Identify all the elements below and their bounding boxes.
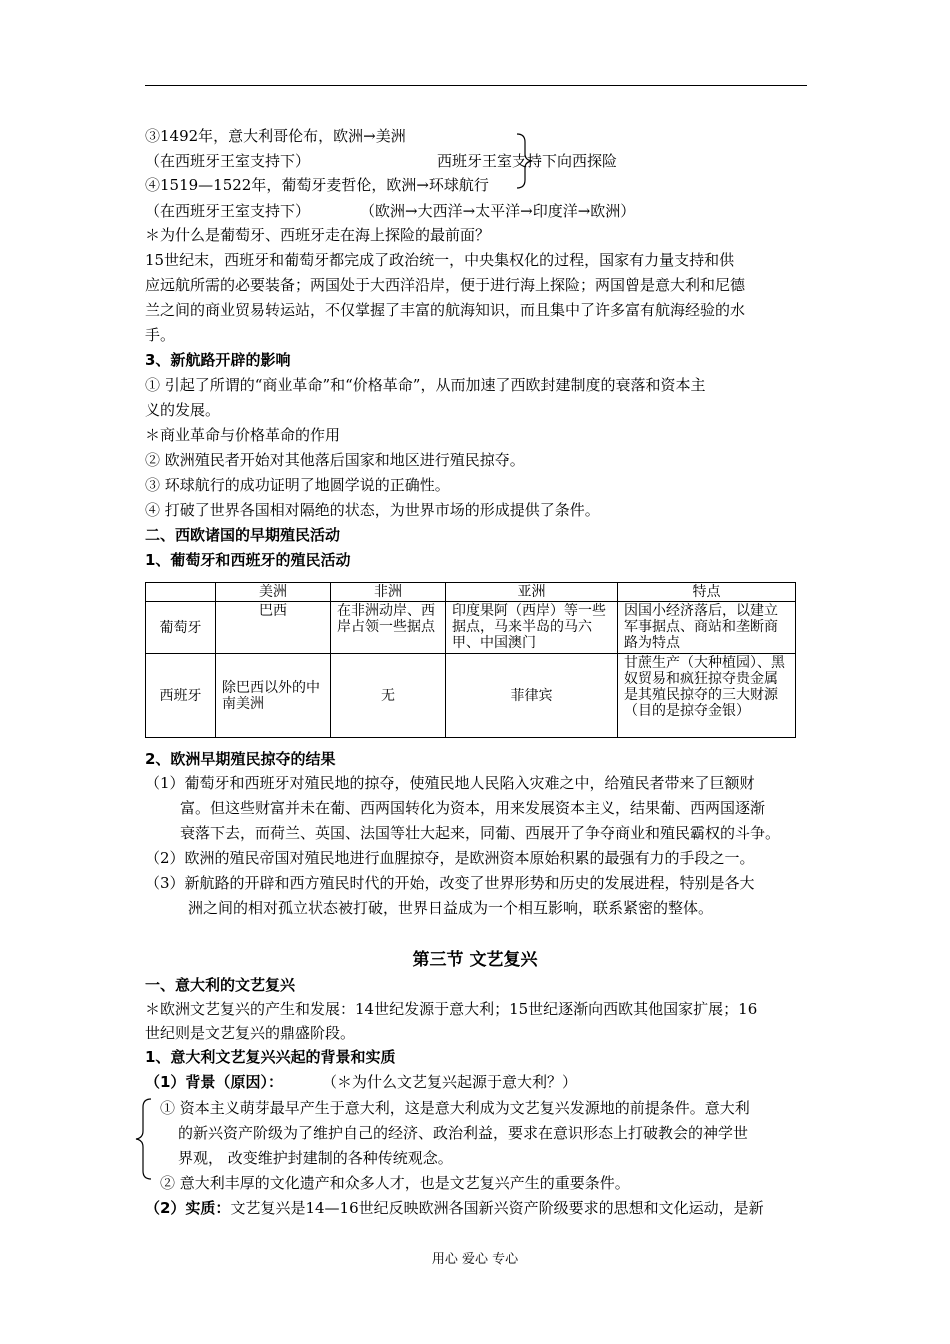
text-line: 洲之间的相对孤立状态被打破，世界日益成为一个相互影响，联系紧密的整体。 bbox=[188, 899, 714, 917]
text-line: ④1519—1522年，葡萄牙麦哲伦，欧洲→环球航行 bbox=[145, 176, 489, 194]
text-line: （欧洲→大西洋→太平洋→印度洋→欧洲） bbox=[360, 202, 636, 220]
section-title: 第三节 文艺复兴 bbox=[412, 950, 538, 970]
table-header bbox=[146, 583, 216, 602]
paragraph-line: 手。 bbox=[145, 326, 176, 344]
paragraph-line: 应远航所需的必要装备；两国处于大西洋沿岸，便于进行海上探险；两国曾是意大利和尼德 bbox=[145, 276, 746, 294]
cell-america: 除巴西以外的中南美洲 bbox=[216, 654, 331, 738]
table-header: 美洲 bbox=[216, 583, 331, 602]
text-line: 界观， 改变维护封建制的各种传统观念。 bbox=[178, 1149, 453, 1167]
table-header-row bbox=[146, 583, 796, 602]
text-line: ③ 环球航行的成功证明了地圆学说的正确性。 bbox=[145, 476, 450, 494]
paragraph-line: 15世纪末，西班牙和葡萄牙都完成了政治统一，中央集权化的过程，国家有力量支持和供 bbox=[145, 251, 735, 269]
text-line bbox=[145, 1197, 764, 1219]
header-rule bbox=[145, 85, 807, 86]
text-line: 义的发展。 bbox=[145, 401, 221, 419]
text-line: ① 资本主义萌芽最早产生于意大利，这是意大利成为文艺复兴发源地的前提条件。意大利 bbox=[160, 1099, 750, 1117]
heading: 2、欧洲早期殖民掠夺的结果 bbox=[145, 750, 336, 768]
table-header: 特点 bbox=[618, 583, 796, 602]
heading: 3、新航路开辟的影响 bbox=[145, 351, 291, 369]
cell-asia: 印度果阿（西岸）等一些据点，马来半岛的马六甲、中国澳门 bbox=[446, 602, 618, 654]
text-line: （3）新航路的开辟和西方殖民时代的开始，改变了世界形势和历史的发展进程，特别是各大 bbox=[145, 874, 755, 892]
left-brace bbox=[133, 1097, 153, 1181]
page-footer: 用心 爱心 专心 bbox=[431, 1252, 519, 1267]
cell-africa: 无 bbox=[331, 654, 446, 738]
cell-africa: 在非洲动岸、西岸占领一些据点 bbox=[331, 602, 446, 654]
colonial-table bbox=[145, 582, 796, 738]
text-line: ② 意大利丰厚的文化遗产和众多人才，也是文艺复兴产生的重要条件。 bbox=[160, 1174, 630, 1192]
text-line: ＊商业革命与价格革命的作用 bbox=[145, 426, 341, 444]
heading: 1、葡萄牙和西班牙的殖民活动 bbox=[145, 551, 351, 569]
text-line: ② 欧洲殖民者开始对其他落后国家和地区进行殖民掠夺。 bbox=[145, 451, 525, 469]
table-header: 非洲 bbox=[331, 583, 446, 602]
text-line: ④ 打破了世界各国相对隔绝的状态，为世界市场的形成提供了条件。 bbox=[145, 501, 600, 519]
text-line: （2）欧洲的殖民帝国对殖民地进行血腥掠夺，是欧洲资本原始积累的最强有力的手段之一。 bbox=[145, 849, 755, 867]
text-line: 世纪则是文艺复兴的鼎盛阶段。 bbox=[145, 1024, 356, 1042]
row-country: 西班牙 bbox=[146, 654, 216, 738]
brace-label: 西班牙王室支持下向西探险 bbox=[437, 152, 618, 170]
cell-asia: 菲律宾 bbox=[446, 654, 618, 738]
text-line: ＊为什么是葡萄牙、西班牙走在海上探险的最前面？ bbox=[145, 226, 491, 244]
text-line: （在西班牙王室支持下） bbox=[145, 152, 311, 170]
heading: 一、意大利的文艺复兴 bbox=[145, 976, 296, 994]
cell-feature: 甘蔗生产（大种植园）、黑奴贸易和疯狂掠夺贵金属是其殖民掠夺的三大财源（目的是掠夺金银） bbox=[618, 654, 796, 738]
label-essence: （2）实质： bbox=[145, 1199, 231, 1217]
right-brace bbox=[515, 132, 535, 192]
text-line: ③1492年，意大利哥伦布，欧洲→美洲 bbox=[145, 127, 406, 145]
text-line: 的新兴资产阶级为了维护自己的经济、政治利益，要求在意识形态上打破教会的神学世 bbox=[178, 1124, 749, 1142]
text-line: （1）葡萄牙和西班牙对殖民地的掠夺，使殖民地人民陷入灾难之中，给殖民者带来了巨额财 bbox=[145, 774, 755, 792]
table-header: 亚洲 bbox=[446, 583, 618, 602]
cell-feature: 因国小经济落后，以建立军事据点、商站和垄断商路为特点 bbox=[618, 602, 796, 654]
table-row bbox=[146, 654, 796, 738]
text-line: ＊欧洲文艺复兴的产生和发展：14世纪发源于意大利；15世纪逐渐向西欧其他国家扩展；16 bbox=[145, 1000, 758, 1018]
text-line: 衰落下去，而荷兰、英国、法国等壮大起来，同葡、西展开了争夺商业和殖民霸权的斗争。 bbox=[180, 824, 781, 842]
text-line: ① 引起了所谓的“商业革命”和“价格革命”，从而加速了西欧封建制度的衰落和资本主 bbox=[145, 376, 706, 394]
row-country: 葡萄牙 bbox=[146, 602, 216, 654]
table-row bbox=[146, 602, 796, 654]
text-line: （＊为什么文艺复兴起源于意大利？） bbox=[322, 1073, 578, 1091]
paragraph-line: 兰之间的商业贸易转运站，不仅掌握了丰富的航海知识，而且集中了许多富有航海经验的水 bbox=[145, 301, 746, 319]
cell-america: 巴西 bbox=[216, 602, 331, 654]
heading: 二、西欧诸国的早期殖民活动 bbox=[145, 526, 341, 544]
text-essence: 文艺复兴是14—16世纪反映欧洲各国新兴资产阶级要求的思想和文化运动，是新 bbox=[230, 1199, 764, 1217]
heading: 1、意大利文艺复兴兴起的背景和实质 bbox=[145, 1048, 396, 1066]
subheading: （1）背景（原因）： bbox=[145, 1073, 283, 1091]
text-line: （在西班牙王室支持下） bbox=[145, 202, 311, 220]
text-line: 富。但这些财富并未在葡、西两国转化为资本，用来发展资本主义，结果葡、西两国逐渐 bbox=[180, 799, 766, 817]
